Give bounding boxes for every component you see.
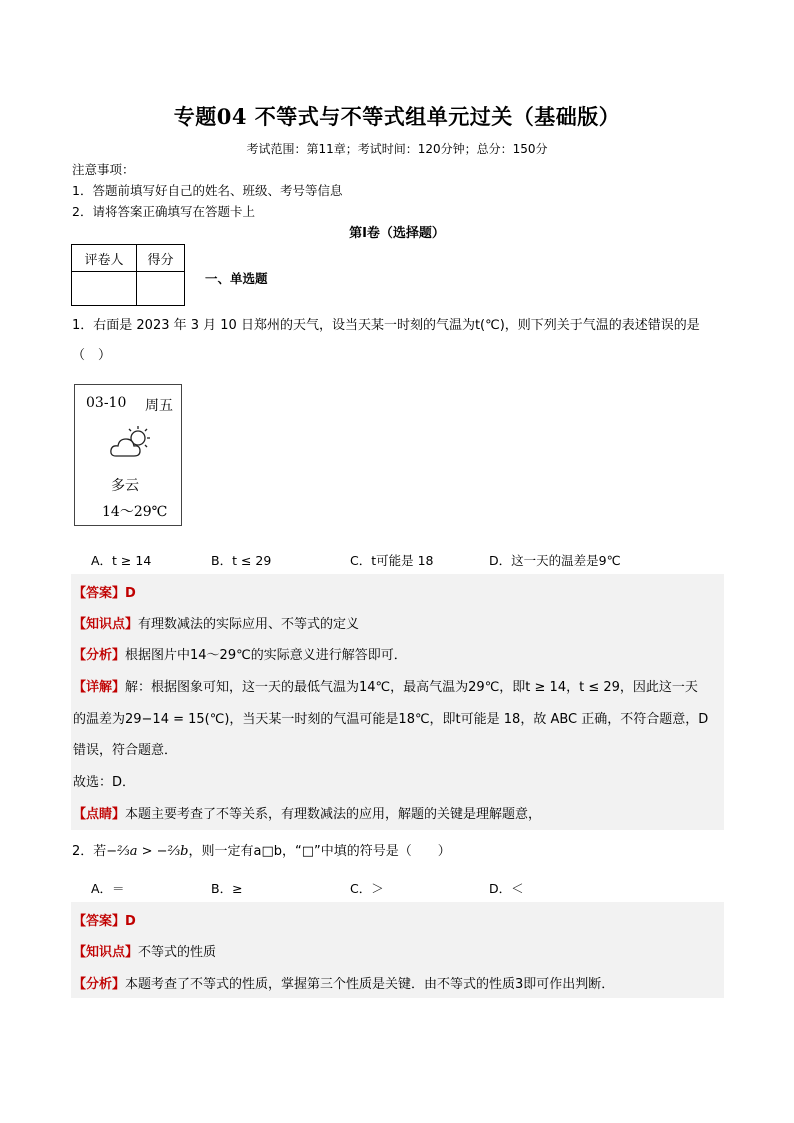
q1-answer: D <box>125 586 136 601</box>
q2-option-d[interactable]: D．＜ <box>489 881 524 896</box>
q1-solution-block <box>71 574 724 830</box>
q2-stem-suffix: ，则一定有a□b，“□”中填的符号是（ ） <box>188 844 451 859</box>
q2-stem-prefix: 2．若 <box>72 844 107 859</box>
q2-analysis-line <box>73 973 614 992</box>
exam-info: 考试范围：第11章；考试时间：120分钟；总分：150分 <box>246 142 548 156</box>
q1-option-a[interactable]: A．t ≥ 14 <box>91 553 152 568</box>
analysis-tag: 【分析】 <box>73 648 126 663</box>
grader-cell[interactable] <box>72 272 137 306</box>
score-cell[interactable] <box>137 272 185 306</box>
weather-card <box>74 384 182 526</box>
notes-item-2: 2．请将答案正确填写在答题卡上 <box>72 204 255 219</box>
weather-weekday: 周五 <box>145 398 173 414</box>
q1-option-b[interactable]: B．t ≤ 29 <box>211 553 272 568</box>
q2-stem <box>72 836 724 867</box>
q1-choose-line: 故选：D． <box>73 775 136 790</box>
q2-kp: 不等式的性质 <box>138 945 217 960</box>
q1-analysis-line <box>73 644 407 663</box>
kp-tag: 【知识点】 <box>73 617 139 632</box>
q1-detail-line3: 错误，符合题意． <box>73 743 178 758</box>
q1-analysis: 根据图片中14～29℃的实际意义进行解答即可． <box>125 648 407 663</box>
q1-option-c[interactable]: C．t可能是 18 <box>350 553 434 568</box>
answer-tag: 【答案】 <box>73 914 126 929</box>
q1-stem-line2: （ ） <box>72 348 112 363</box>
analysis-tag: 【分析】 <box>73 977 126 992</box>
score-table <box>71 244 185 306</box>
q1-stem-line1: 1．右面是 2023 年 3 月 10 日郑州的天气，设当天某一时刻的气温为t(℃)，则下列关于气温的表述错误的是 <box>72 318 700 333</box>
q1-detail-line1 <box>73 676 698 695</box>
q1-kp-line <box>73 613 359 632</box>
q1-comment-line <box>73 803 541 822</box>
notes-heading: 注意事项： <box>72 162 135 177</box>
weather-condition: 多云 <box>111 478 139 494</box>
weather-date: 03-10 <box>86 395 127 411</box>
score-table-header-grader: 评卷人 <box>72 245 137 272</box>
q2-solution-block <box>71 902 724 998</box>
q1-detail-1: 解：根据图象可知，这一天的最低气温为14℃，最高气温为29℃，即t ≥ 14，t ≤ 29，因此这一天 <box>125 680 698 695</box>
kp-tag: 【知识点】 <box>73 945 139 960</box>
q2-option-b[interactable]: B．≥ <box>211 881 243 896</box>
q2-option-a[interactable]: A．＝ <box>91 881 125 896</box>
q2-option-c[interactable]: C．＞ <box>350 881 384 896</box>
q2-answer-line <box>73 910 136 929</box>
q1-option-d[interactable]: D．这一天的温差是9℃ <box>489 553 621 568</box>
score-table-header-score: 得分 <box>137 245 185 272</box>
notes-item-1: 1．答题前填写好自己的姓名、班级、考号等信息 <box>72 183 343 198</box>
detail-tag: 【详解】 <box>73 680 126 695</box>
partly-cloudy-icon <box>107 423 157 463</box>
q2-kp-line <box>73 941 216 960</box>
weather-range: 14～29℃ <box>102 504 168 520</box>
q1-comment: 本题主要考查了不等关系，有理数减法的应用，解题的关键是理解题意， <box>125 807 542 822</box>
q1-detail-line2: 的温差为29−14 = 15(℃)，当天某一时刻的气温可能是18℃，即t可能是 18，故 ABC 正确，不符合题意，D <box>73 712 709 727</box>
q1-answer-line <box>73 582 136 601</box>
q2-answer: D <box>125 914 136 929</box>
answer-tag: 【答案】 <box>73 586 126 601</box>
comment-tag: 【点睛】 <box>73 807 126 822</box>
part-title: 一、单选题 <box>205 271 268 286</box>
q1-kp: 有理数减法的实际应用、不等式的定义 <box>138 617 360 632</box>
q2-analysis: 本题考查了不等式的性质，掌握第三个性质是关键．由不等式的性质3即可作出判断． <box>125 977 615 992</box>
volume-title: 第I卷（选择题） <box>349 226 445 241</box>
q2-stem-math: −⅔a > −⅔b <box>106 844 189 859</box>
page-title: 专题04 不等式与不等式组单元过关（基础版） <box>173 104 621 129</box>
